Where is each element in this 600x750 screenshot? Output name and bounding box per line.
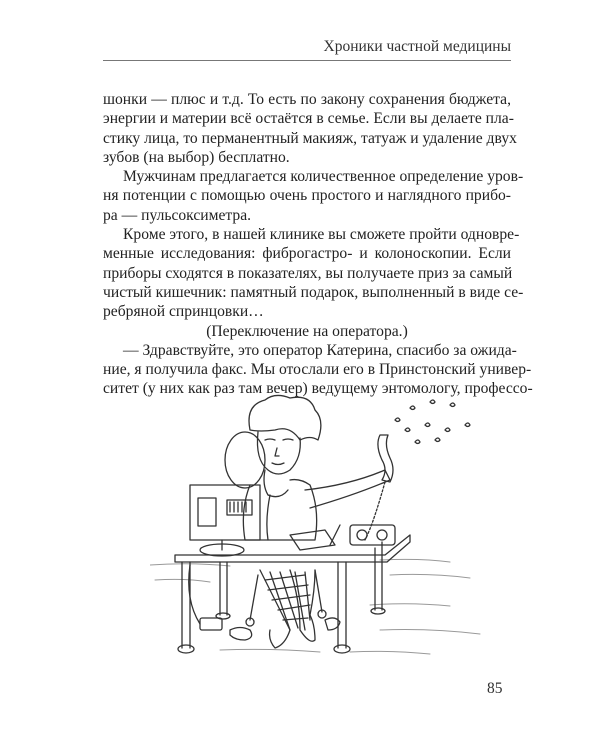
text-line: ситет (у них как раз там вечер) ведущему энтомологу, профессо- — [103, 380, 533, 398]
text-line: энергии и материи всё остаётся в семье. Если вы делаете пла- — [103, 110, 514, 128]
text-line: чистый кишечник: памятный подарок, выполненный в виде се- — [103, 283, 524, 301]
text-line: приборы сходятся в показателях, вы получаете приз за самый — [103, 264, 513, 282]
power-box-icon — [200, 618, 222, 630]
header-rule — [103, 60, 511, 61]
stage-direction: (Переключение на оператора.) — [206, 322, 408, 340]
text-line: стику лица, то перманентный макияж, татуаж и удаление двух — [103, 129, 517, 147]
text-line: ня потенции с помощью очень простого и наглядного прибо- — [103, 187, 511, 205]
body-text — [103, 90, 533, 399]
text-line: ребряной спринцовки… — [103, 303, 264, 321]
text-line: Мужчинам предлагается количественное определение уров- — [123, 168, 524, 186]
text-line: шонки — плюс и т.д. То есть по закону сохранения бюджета, — [103, 91, 511, 108]
droplets-icon — [395, 400, 470, 444]
monitor-icon — [190, 485, 260, 540]
text-line: ние, я получила факс. Мы отослали его в Принстонский универ- — [103, 361, 532, 379]
running-head: Хроники частной медицины — [323, 38, 511, 55]
shoe-icon — [230, 628, 252, 641]
text-line: — Здравствуйте, это оператор Катерина, спасибо за ожида- — [123, 341, 517, 359]
illustration-operator — [150, 390, 495, 665]
text-line: ра — пульсоксиметра. — [103, 206, 252, 224]
hair-icon — [249, 395, 321, 440]
page-number: 85 — [487, 680, 503, 697]
text-line: зубов (на выбор) бесплатно. — [103, 148, 290, 166]
text-line: Кроме этого, в нашей клинике вы сможете пройти одновре- — [123, 226, 520, 244]
legs-icon — [260, 570, 315, 648]
text-line: менные исследования: фиброгастро- и колоноскопии. Если — [103, 245, 511, 263]
